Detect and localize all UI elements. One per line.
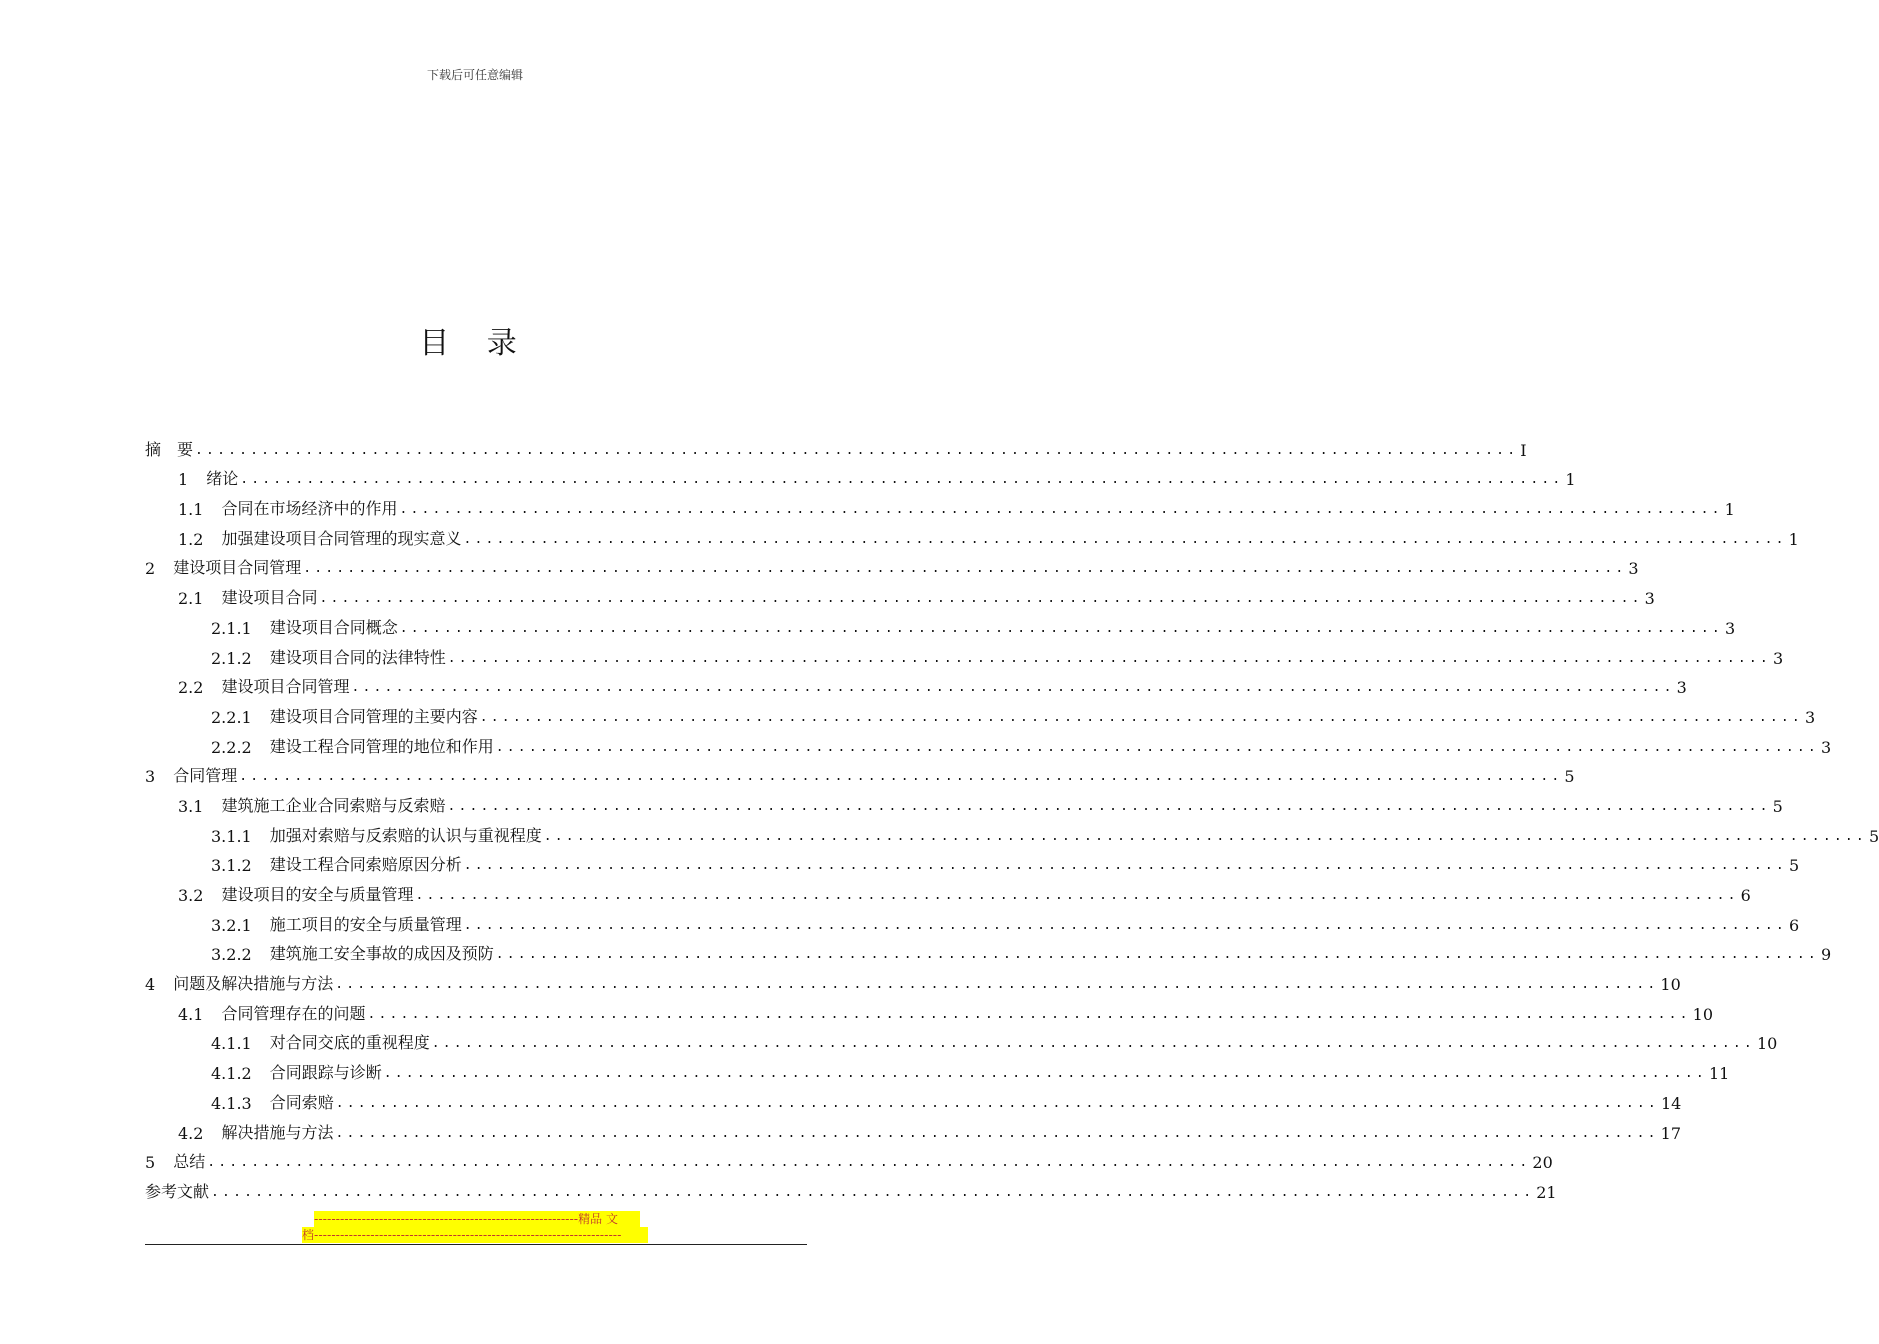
toc-entry-number: 5 <box>145 1153 156 1173</box>
toc-leader-dots: ........................................................................................................................ <box>335 977 1659 993</box>
toc-entry-title: 绪论 <box>206 469 239 489</box>
toc-entry-title: 建设项目合同概念 <box>269 617 398 637</box>
toc-entry-page: 3 <box>1820 737 1832 757</box>
toc-entry-title: 建设工程合同索赔原因分析 <box>269 855 462 875</box>
toc-entry-title: 合同索赔 <box>269 1092 334 1112</box>
toc-entry-page: 10 <box>1756 1034 1778 1054</box>
toc-entry-title: 问题及解决措施与方法 <box>173 974 334 994</box>
toc-entry-title: 总结 <box>173 1152 206 1172</box>
toc-entry[interactable] <box>145 638 1784 668</box>
table-of-contents <box>145 430 1879 1202</box>
toc-entry-number: 1 <box>178 470 189 490</box>
toc-entry-number: 4.1.1 <box>211 1034 252 1054</box>
toc-entry[interactable] <box>145 1113 1682 1143</box>
toc-entry-page: 17 <box>1660 1123 1682 1143</box>
toc-entry-page: I <box>1520 440 1527 460</box>
toc-entry[interactable] <box>145 727 1832 757</box>
toc-entry[interactable] <box>145 519 1799 549</box>
toc-leader-dots: ........................................................................................................................ <box>447 650 1771 666</box>
toc-entry-title: 加强对索赔与反索赔的认识与重视程度 <box>269 825 542 845</box>
toc-entry[interactable] <box>145 1083 1682 1113</box>
toc-entry-page: 10 <box>1692 1004 1714 1024</box>
toc-entry-page: 1 <box>1565 470 1576 490</box>
toc-leader-dots: ........................................................................................................................ <box>240 472 1564 488</box>
toc-entry-page: 3 <box>1772 648 1784 668</box>
toc-entry-number: 4.2 <box>178 1123 204 1143</box>
toc-entry-number: 3.1 <box>178 796 204 816</box>
toc-entry-number: 1.1 <box>178 500 204 520</box>
toc-entry[interactable] <box>145 994 1714 1024</box>
toc-entry[interactable] <box>145 549 1639 579</box>
toc-entry-page: 3 <box>1628 559 1639 579</box>
toc-entry[interactable] <box>145 905 1800 935</box>
toc-leader-dots: ........................................................................................................................ <box>383 1066 1707 1082</box>
toc-leader-dots: ........................................................................................................................ <box>463 917 1787 933</box>
toc-leader-dots: ........................................................................................................................ <box>207 1155 1531 1171</box>
toc-entry-title: 建筑施工安全事故的成因及预防 <box>269 944 494 964</box>
toc-entry-page: 5 <box>1772 796 1783 816</box>
toc-entry-number: 3.1.2 <box>211 856 252 876</box>
toc-entry-title: 加强建设项目合同管理的现实意义 <box>221 528 462 548</box>
toc-leader-dots: ........................................................................................................................ <box>495 947 1819 963</box>
toc-entry-title: 参考文献 <box>145 1181 210 1201</box>
toc-entry[interactable] <box>145 578 1655 609</box>
toc-entry[interactable] <box>145 668 1687 698</box>
toc-entry-page: 21 <box>1536 1182 1557 1202</box>
toc-entry-page: 3 <box>1676 678 1687 698</box>
toc-leader-dots: ........................................................................................................................ <box>463 531 1787 547</box>
toc-entry[interactable] <box>145 816 1879 846</box>
toc-leader-dots: ........................................................................................................................ <box>463 858 1787 874</box>
toc-entry-title: 对合同交底的重视程度 <box>269 1033 430 1053</box>
toc-entry-number: 4 <box>145 975 156 995</box>
toc-entry[interactable] <box>145 430 1527 460</box>
toc-entry-number: 3.2 <box>178 886 204 905</box>
toc-entry-page: 3 <box>1804 707 1816 727</box>
toc-entry-number: 3.2.1 <box>211 915 252 935</box>
footer-watermark-line1: -------------------------------------------------------------精品 文 <box>314 1211 640 1227</box>
toc-entry-page: 10 <box>1660 975 1681 995</box>
toc-entry-page: 5 <box>1788 856 1800 876</box>
toc-entry-number: 3.1.1 <box>211 826 252 846</box>
toc-entry-number: 2.2 <box>178 678 204 698</box>
toc-leader-dots: ........................................................................................................................ <box>415 888 1739 903</box>
toc-entry-title: 建设项目的安全与质量管理 <box>221 885 414 904</box>
toc-entry[interactable] <box>145 489 1735 520</box>
toc-entry-title: 建设项目合同管理 <box>173 558 302 578</box>
toc-leader-dots: ........................................................................................................................ <box>335 1125 1659 1141</box>
toc-entry[interactable] <box>145 608 1736 638</box>
toc-entry-title: 建设工程合同管理的地位和作用 <box>269 736 494 756</box>
toc-entry-page: 20 <box>1532 1153 1553 1173</box>
toc-leader-dots: ........................................................................................................................ <box>399 620 1723 636</box>
toc-entry[interactable] <box>145 697 1816 727</box>
toc-entry-title: 建设项目合同管理的主要内容 <box>269 706 478 726</box>
toc-entry-number: 4.1.2 <box>211 1064 252 1084</box>
toc-leader-dots: ........................................................................................................................ <box>399 502 1723 518</box>
toc-entry-number: 2.2.1 <box>211 707 252 727</box>
toc-entry[interactable] <box>145 1172 1557 1202</box>
toc-leader-dots: ........................................................................................................................ <box>319 591 1643 607</box>
toc-entry-page: 6 <box>1788 915 1800 935</box>
toc-leader-dots: ........................................................................................................................ <box>431 1036 1755 1052</box>
toc-entry[interactable] <box>145 460 1576 490</box>
toc-leader-dots: ........................................................................................................................ <box>303 561 1627 577</box>
toc-entry[interactable] <box>145 846 1800 876</box>
toc-entry-page: 1 <box>1788 529 1799 549</box>
toc-entry-page: 5 <box>1564 767 1575 787</box>
toc-leader-dots: ........................................................................................................................ <box>479 709 1803 725</box>
toc-leader-dots: ........................................................................................................................ <box>543 828 1867 844</box>
toc-entry-page: 14 <box>1660 1093 1682 1113</box>
toc-entry-number: 2.1.1 <box>211 618 252 638</box>
toc-entry-page: 9 <box>1820 945 1832 965</box>
toc-leader-dots: ........................................................................................................................ <box>335 1095 1659 1111</box>
toc-leader-dots: ........................................................................................................................ <box>447 798 1771 814</box>
toc-entry[interactable] <box>145 935 1832 965</box>
toc-entry[interactable] <box>145 1024 1778 1054</box>
toc-entry-title: 合同管理存在的问题 <box>221 1003 366 1023</box>
toc-leader-dots: ........................................................................................................................ <box>367 1006 1691 1022</box>
toc-leader-dots: ........................................................................................................................ <box>211 1184 1535 1200</box>
footer-watermark-line2: 档----------------------------------------------------------------------- <box>302 1227 648 1243</box>
toc-entry-page: 3 <box>1644 589 1655 609</box>
toc-entry-title: 摘 要 <box>145 439 194 459</box>
toc-entry-number: 2.1.2 <box>211 648 252 668</box>
header-note: 下载后可任意编辑 <box>426 68 523 82</box>
toc-entry-number: 2.2.2 <box>211 737 252 757</box>
toc-entry-title: 合同在市场经济中的作用 <box>221 499 398 519</box>
toc-entry-number: 4.1 <box>178 1004 204 1024</box>
toc-entry-title: 合同跟踪与诊断 <box>269 1063 382 1083</box>
toc-entry-number: 2 <box>145 559 156 579</box>
toc-entry-title: 施工项目的安全与质量管理 <box>269 914 462 934</box>
toc-entry[interactable] <box>145 1143 1553 1173</box>
toc-entry-page: 11 <box>1708 1064 1730 1084</box>
toc-entry-page: 3 <box>1724 618 1736 638</box>
page-title: 目 录 <box>419 326 531 361</box>
toc-entry[interactable] <box>145 757 1575 787</box>
toc-entry-number: 4.1.3 <box>211 1093 252 1113</box>
footer-rule <box>145 1244 807 1245</box>
toc-entry[interactable] <box>145 875 1751 905</box>
toc-entry-title: 建设项目合同 <box>221 588 318 608</box>
toc-entry-number: 3 <box>145 767 156 787</box>
toc-entry-title: 建设项目合同管理 <box>221 677 350 697</box>
toc-entry-page: 5 <box>1868 826 1879 846</box>
toc-entry[interactable] <box>145 786 1783 816</box>
toc-entry-number: 2.1 <box>178 589 204 609</box>
toc-leader-dots: ........................................................................................................................ <box>195 442 1519 458</box>
toc-entry-title: 合同管理 <box>173 766 238 786</box>
toc-entry-title: 建设项目合同的法律特性 <box>269 647 446 667</box>
toc-entry-number: 3.2.2 <box>211 945 252 965</box>
toc-entry[interactable] <box>145 964 1681 995</box>
toc-entry-page: 1 <box>1724 500 1735 520</box>
toc-entry-number: 1.2 <box>178 529 204 549</box>
toc-entry[interactable] <box>145 1053 1730 1084</box>
toc-entry-title: 解决措施与方法 <box>221 1122 334 1142</box>
toc-leader-dots: ........................................................................................................................ <box>239 769 1563 785</box>
toc-leader-dots: ........................................................................................................................ <box>351 680 1675 696</box>
toc-leader-dots: ........................................................................................................................ <box>495 739 1819 755</box>
toc-entry-page: 6 <box>1740 886 1751 905</box>
toc-entry-title: 建筑施工企业合同索赔与反索赔 <box>221 795 446 815</box>
footer-watermark <box>302 1211 648 1243</box>
